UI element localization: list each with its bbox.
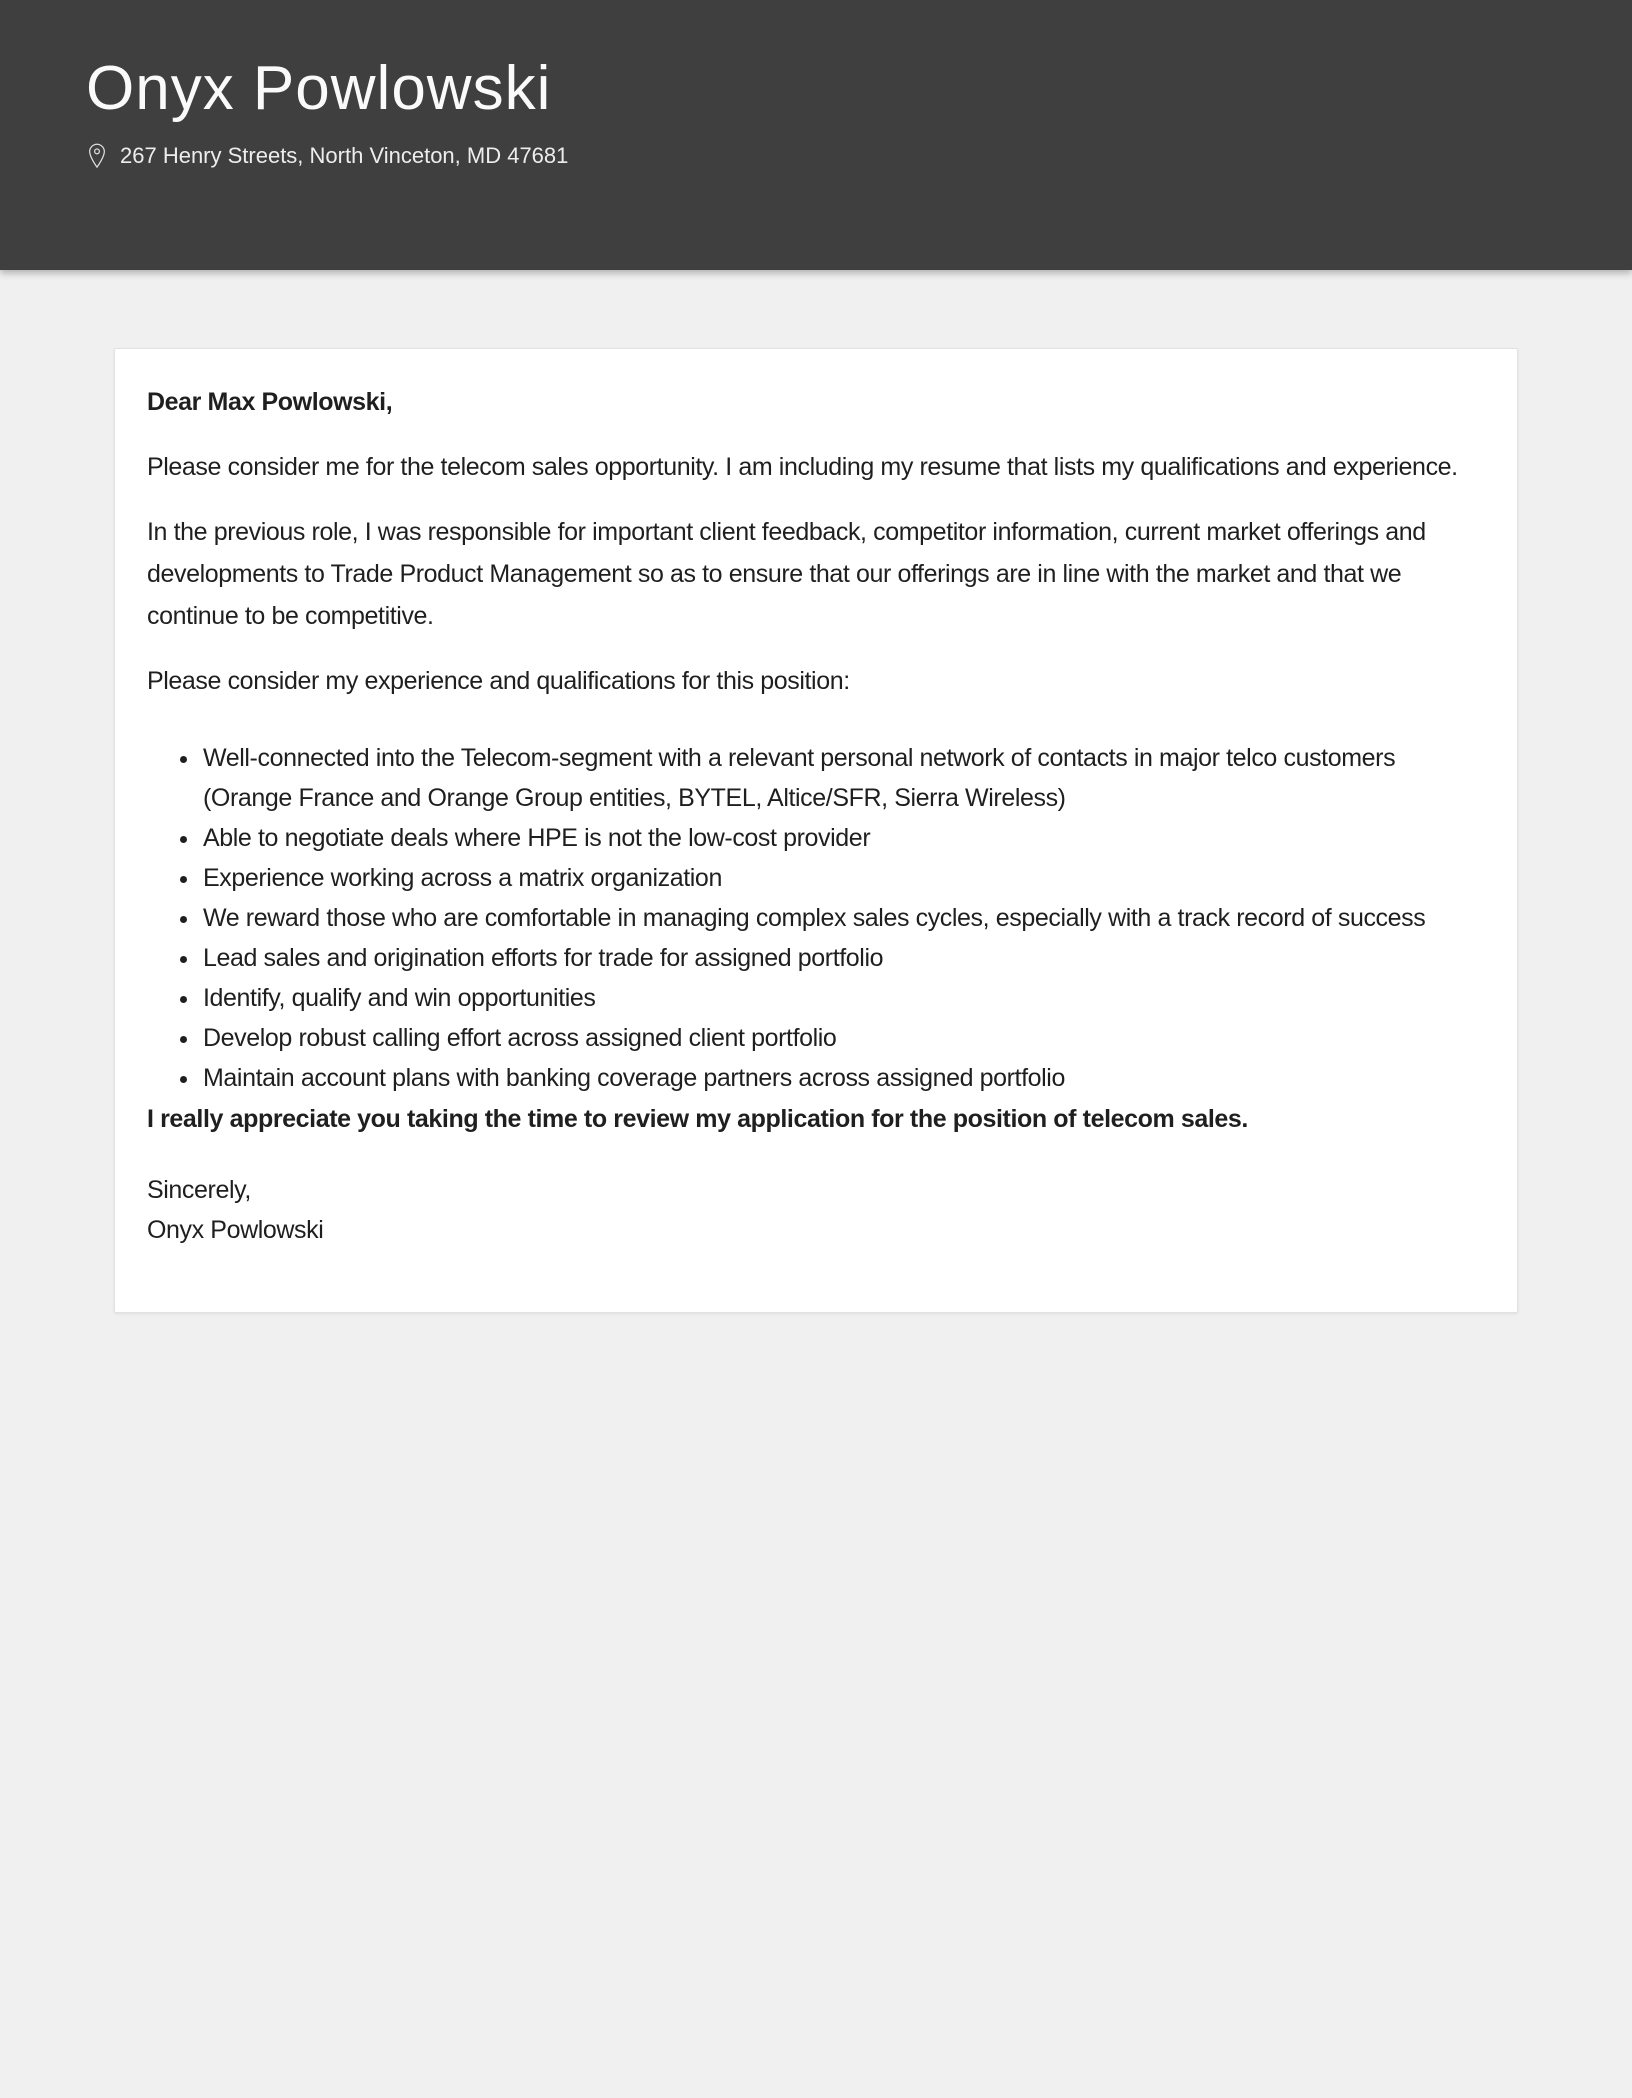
address-row bbox=[86, 142, 1632, 170]
letter-greeting: Dear Max Powlowski, bbox=[147, 388, 393, 416]
letter-paragraph: Please consider me for the telecom sales opportunity. I am including my resume that lists my qualifications and experience. bbox=[147, 453, 1458, 481]
letter-paragraphs bbox=[147, 446, 1485, 702]
qualifications-list bbox=[147, 738, 1485, 1098]
profile-header bbox=[0, 0, 1632, 270]
qualification-item: • Maintain account plans with banking coverage partners across assigned portfolio bbox=[201, 1058, 1485, 1098]
qualification-item: • We reward those who are comfortable in managing complex sales cycles, especially with a track record of success bbox=[201, 898, 1485, 938]
candidate-name: Onyx Powlowski bbox=[86, 54, 552, 123]
qualification-item: • Well-connected into the Telecom-segment with a relevant personal network of contacts in major telco customers (Orange France and Orange Group entities, BYTEL, Altice/SFR, Sierra Wireless) bbox=[201, 738, 1485, 818]
letter-paragraph: Please consider my experience and qualifications for this position: bbox=[147, 667, 850, 695]
qualification-item: • Experience working across a matrix organization bbox=[201, 858, 1485, 898]
location-pin-icon bbox=[86, 142, 108, 170]
letter-signature: Onyx Powlowski bbox=[147, 1216, 324, 1244]
qualification-item: • Lead sales and origination efforts for trade for assigned portfolio bbox=[201, 938, 1485, 978]
letter-appreciation: I really appreciate you taking the time to review my application for the position of telecom sales. bbox=[147, 1105, 1248, 1133]
qualification-item: • Able to negotiate deals where HPE is not the low-cost provider bbox=[201, 818, 1485, 858]
letter-signoff: Sincerely, bbox=[147, 1176, 251, 1204]
qualification-item: • Develop robust calling effort across assigned client portfolio bbox=[201, 1018, 1485, 1058]
signoff-block bbox=[147, 1170, 1485, 1250]
qualification-item: • Identify, qualify and win opportunities bbox=[201, 978, 1485, 1018]
letter-paragraph: In the previous role, I was responsible for important client feedback, competitor information, current market offerings and developments to Trade Product Management so as to ensure that our offerings are in line with the market and that we continue to be competitive. bbox=[147, 518, 1426, 630]
cover-letter-card bbox=[114, 348, 1518, 1313]
candidate-address: 267 Henry Streets, North Vinceton, MD 47681 bbox=[120, 142, 569, 168]
